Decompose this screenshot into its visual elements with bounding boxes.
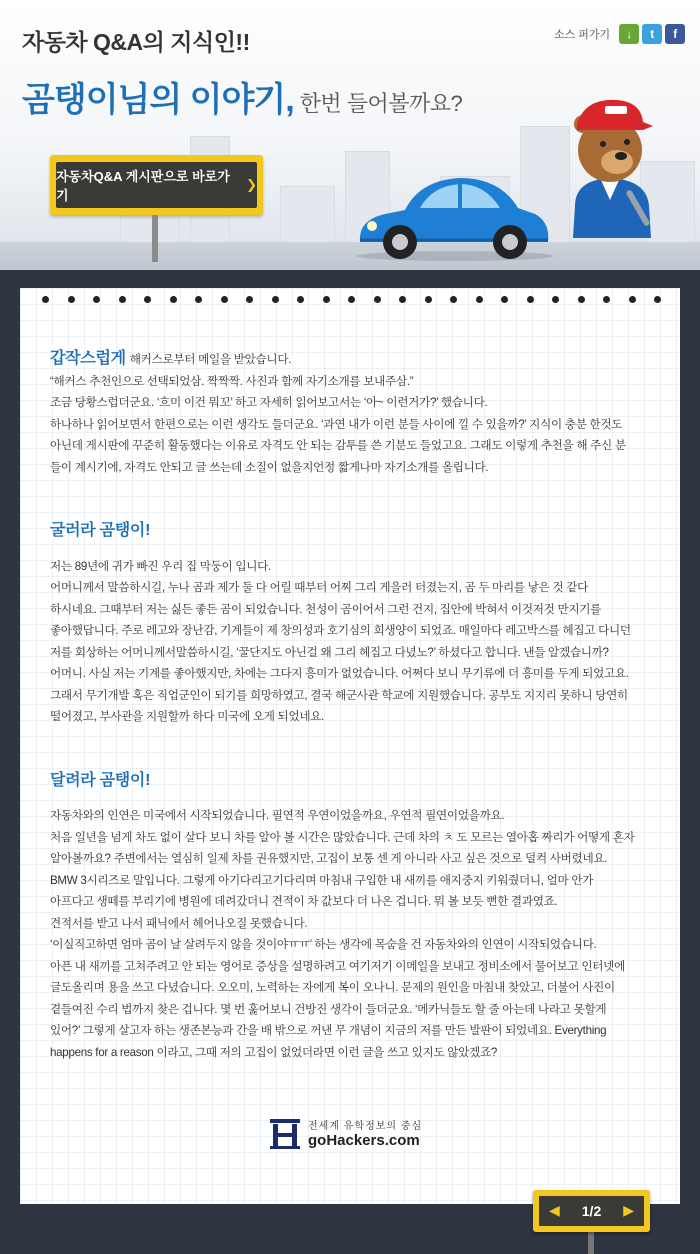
intro-line-0 — [50, 348, 658, 371]
chevron-right-icon: ❯ — [246, 177, 257, 193]
twitter-icon[interactable]: t — [642, 24, 662, 44]
download-icon[interactable]: ↓ — [619, 24, 639, 44]
binder-hole — [629, 296, 636, 303]
binder-hole — [348, 296, 355, 303]
binder-hole — [425, 296, 432, 303]
car-illustration — [350, 170, 555, 262]
intro-line: 하나하나 읽어보면서 한편으로는 이런 생각도 들더군요. ‘과연 내가 이런 분들 사이에 낄 수 있을까?’ 지식이 충분 한것도 — [50, 417, 623, 431]
binder-hole — [42, 296, 49, 303]
bear-mascot-illustration — [555, 88, 665, 238]
binder-hole — [195, 296, 202, 303]
section-line: 있어?’ 그렇게 살고자 하는 생존본능과 간을 배 밖으로 꺼낸 무 개념이 지금의 저를 만든 발판이 되었네요. Everything — [50, 1024, 607, 1037]
intro-section — [50, 348, 658, 478]
binder-hole — [552, 296, 559, 303]
prev-page-icon[interactable]: ◀ — [549, 1203, 560, 1219]
page-indicator: 1/2 — [581, 1203, 602, 1219]
section-line: 어머니. 사실 저는 기계를 좋아했지만, 차에는 그다지 흥미가 없었습니다. 어쩌다 보니 무기류에 더 흥미를 두게 되었고요. — [50, 667, 629, 680]
section-line: 그래서 무기개발 혹은 직업군인이 되기를 희망하였고, 결국 해군사관 학교에 지원했습니다. 공부도 지지리 못하니 당연히 — [50, 688, 628, 702]
main-title-text: 곰탱이님의 이야기 — [22, 81, 286, 119]
binder-hole — [654, 296, 661, 303]
qa-board-link-inner — [56, 162, 257, 208]
sign-post — [152, 215, 158, 262]
top-title: 자동차 Q&A의 지식인!! — [22, 29, 250, 55]
main-title — [22, 72, 462, 121]
intro-lead-heading: 갑작스럽게 — [50, 350, 126, 367]
section-line: BMW 3시리즈로 말입니다. 그렇게 아기다리고기다리며 마침내 구입한 내 새끼를 애지중지 키워줬더니, 얼마 안가 — [50, 873, 594, 887]
qa-board-link-button[interactable] — [50, 155, 263, 215]
section-line: 알아볼까요? 주변에서는 열심히 일제 차를 권유했지만, 고집이 보통 센 게 아니라 사고 싶은 것으로 덜컥 사버렸네요. — [50, 852, 608, 865]
header-banner — [0, 0, 700, 270]
binder-hole — [68, 296, 75, 303]
intro-line: 아닌데 게시판에 꾸준히 활동했다는 이유로 자격도 안 되는 감투를 쓴 기분도 들었고요. 그래도 이렇게 추천을 해 주신 분 — [50, 439, 626, 452]
section-title: 굴러라 곰탱이! — [50, 522, 151, 539]
section-line: happens for a reason 이라고, 그때 저의 고집이 없었더라면 이런 글을 쓰고 있지도 않았겠죠? — [50, 1045, 498, 1059]
binder-hole — [297, 296, 304, 303]
section-line: 자동차와의 인연은 미국에서 시작되었습니다. 필연적 우연이었을까요, 우연적 필연이었을까요. — [50, 809, 505, 822]
binder-hole — [170, 296, 177, 303]
main-subtitle: 한번 들어볼까요? — [299, 91, 463, 116]
intro-line: 조금 당황스럽더군요. ‘흐미 이건 뭐꼬’ 하고 자세히 읽어보고서는 ‘아~ 이런거가?’ 했습니다. — [50, 396, 488, 409]
section-line: 견적서를 받고 나서 패닉에서 헤어나오질 못했습니다. — [50, 916, 308, 930]
section-running-bear — [50, 770, 658, 1064]
section-line: 저를 회상하는 어머니께서말씀하시길, ‘꿀단지도 아닌걸 왜 그리 헤집고 다녔노?’ 하셨다고 합니다. 낸들 알겠습니까? — [50, 645, 609, 659]
facebook-icon[interactable]: f — [665, 24, 685, 44]
section-line: 처음 일년을 넘게 차도 없이 살다 보니 차를 알아 볼 시간은 많았습니다. 근데 차의 ㅊ 도 모르는 열아홉 짜리가 어떻게 혼자 — [50, 830, 635, 844]
share-label: 소스 퍼가기 — [554, 29, 611, 41]
binder-hole — [246, 296, 253, 303]
section-line: 글도올리며 용을 쓰고 다녔습니다. 오오미, 노력하는 자에게 복이 오나니. 문제의 원인을 마침내 찾았고, 더불어 사진이 — [50, 981, 615, 994]
share-bar — [554, 24, 685, 44]
section-line: 좋아했답니다. 주로 레고와 장난감, 기계들이 제 창의성과 호기심의 희생양이 되었죠. 매일마다 레고박스를 헤집고 다니던 — [50, 624, 631, 637]
pager-sign — [533, 1190, 650, 1232]
binder-hole — [374, 296, 381, 303]
section-line: 저는 89년에 귀가 빠진 우리 집 막둥이 입니다. — [50, 559, 271, 573]
section-title: 달려라 곰탱이! — [50, 771, 151, 789]
intro-lead-text: 해커스로부터 메일을 받았습니다. — [129, 353, 292, 366]
section-line: 아프다고 생떼를 부리기에 병원에 데려갔더니 견적이 차 값보다 더 나온 겁니다. 뭐 볼 보듯 뻔한 결과였죠. — [50, 895, 558, 908]
gohackers-logo[interactable] — [268, 1116, 422, 1150]
gohackers-logo-text — [308, 1117, 422, 1149]
section-line: ‘이실직고하면 엄마 곰이 날 살려두지 않을 것이야ㅠㅠ’ 하는 생각에 목숨을 건 자동차와의 인연이 시작되었습니다. — [50, 938, 597, 951]
binder-hole — [450, 296, 457, 303]
logo-tagline: 전세계 유학정보의 중심 — [308, 1121, 423, 1132]
logo-site-name: goHackers.com — [308, 1132, 420, 1149]
intro-line: 들이 계시기에, 자격도 안되고 글 쓰는데 소질이 없을지언정 짧게나마 자기소개를 올립니다. — [50, 460, 489, 474]
section-line: 떨어졌고, 부사관을 지원할까 하다 미국에 오게 되었네요. — [50, 710, 325, 723]
binder-hole — [323, 296, 330, 303]
pager-inner — [539, 1196, 644, 1226]
binder-hole — [272, 296, 279, 303]
section-line: 아픈 내 새끼를 고쳐주려고 안 되는 영어로 증상을 설명하려고 여기저기 이메일을 보내고 정비소에서 물어보고 인터넷에 — [50, 959, 625, 973]
binder-hole — [527, 296, 534, 303]
binder-hole — [476, 296, 483, 303]
section-line: 곁들여진 수리 법까지 찾은 겁니다. 몇 번 훑어보니 건방진 생각이 들더군요. ‘메카닉들도 할 줄 아는데 나라고 못할게 — [50, 1002, 607, 1016]
binder-hole — [93, 296, 100, 303]
notebook-paper — [20, 288, 680, 1204]
binder-hole — [578, 296, 585, 303]
binder-hole — [399, 296, 406, 303]
section-rolling-bear — [50, 520, 658, 728]
main-title-comma: , — [285, 81, 294, 119]
next-page-icon[interactable]: ▶ — [623, 1203, 634, 1219]
intro-line: “해커스 추천인으로 선택되었삼. 짝짝짝. 사진과 함께 자기소개를 보내주삼.” — [50, 374, 414, 388]
section-line: 하시네요. 그때부터 저는 싫든 좋든 곰이 되었습니다. 천성이 곰이어서 그런 건지, 집안에 박혀서 이것저것 만지기를 — [50, 602, 602, 616]
binder-hole — [144, 296, 151, 303]
binder-hole — [221, 296, 228, 303]
gohackers-logo-mark — [268, 1116, 302, 1150]
pager-post — [588, 1232, 594, 1254]
qa-board-link-label: 자동차Q&A 게시판으로 바로가기 — [56, 169, 230, 203]
binder-hole — [501, 296, 508, 303]
binder-hole — [119, 296, 126, 303]
article-content — [50, 348, 658, 1063]
binder-holes — [20, 296, 680, 306]
section-line: 어머니께서 말씀하시길, 누나 곰과 제가 둘 다 어릴 때부터 어찌 그리 게을러 터졌는지, 곰 두 마리를 낳은 것 같다 — [50, 581, 589, 594]
binder-hole — [603, 296, 610, 303]
